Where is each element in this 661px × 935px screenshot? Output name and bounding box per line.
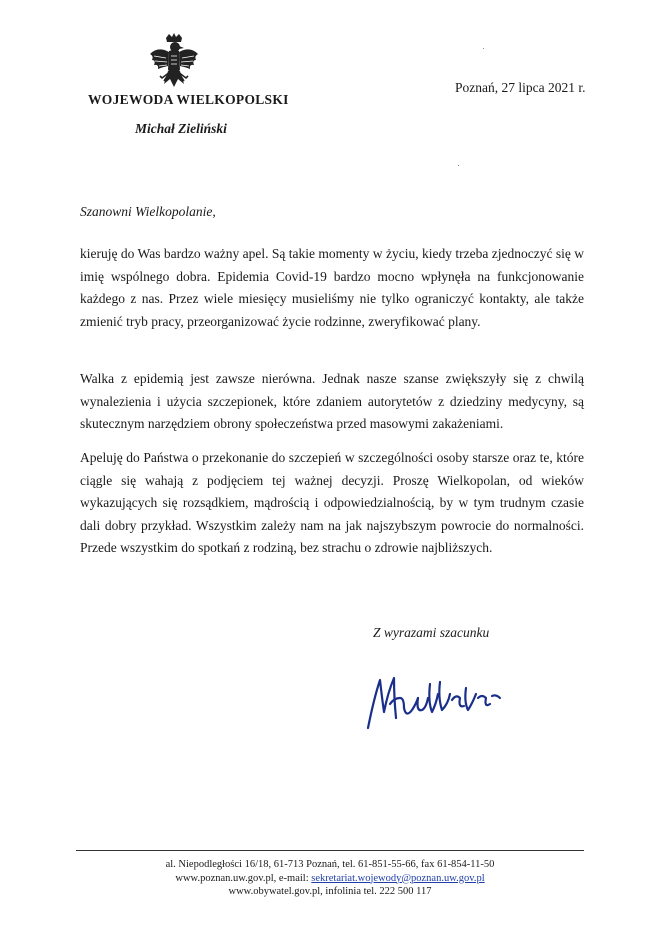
letter-paragraph-1: kieruję do Was bardzo ważny apel. Są takie momenty w życiu, kiedy trzeba zjednoczyć się w imię wspólnego dobra. Epidemia Covid-19 bardzo mocno wpłynęła na funkcjonowanie każdego z nas. Przez wiele miesięcy musieliśmy nie tylko ograniczyć kontakty, ale także zmienić tryb pracy, przeorganizować życie rodzinne, zweryfikować plany. <box>80 246 584 329</box>
place-date: Poznań, 27 lipca 2021 r. <box>455 80 586 95</box>
footer-web-line <box>90 872 570 886</box>
footer-contact <box>90 858 570 899</box>
scan-speck <box>483 48 484 49</box>
closing-phrase: Z wyrazami szacunku <box>373 625 490 640</box>
scan-speck <box>458 165 459 166</box>
letter-paragraph-3: Apeluję do Państwa o przekonanie do szczepień w szczególności osoby starsze oraz te, które ciągle się wahają z podjęciem tej ważnej decyzji. Proszę Wielkopolan, od wieków wykazujących się rozsądkiem, mądrością i odpowiedzialnością, by w tym trudnym czasie dali dobry przykład. Wszystkim zależy nam na jak najszybszym powrocie do normalności. Przede wszystkim do spotkań z rodziną, bez strachu o zdrowie najbliższych. <box>80 450 584 556</box>
email-link[interactable]: sekretariat.wojewody@poznan.uw.gov.pl <box>311 872 485 884</box>
footer-web-prefix: www.poznan.uw.gov.pl, e-mail: <box>175 872 312 884</box>
office-title: WOJEWODA WIELKOPOLSKI <box>88 92 289 107</box>
footer-address: al. Niepodległości 16/18, 61-713 Poznań, tel. 61-851-55-66, fax 61-854-11-50 <box>165 859 495 870</box>
letter-paragraph-2: Walka z epidemią jest zawsze nierówna. Jednak nasze szanse zwiększyły się z chwilą wynalezienia i użycia szczepionek, które zdaniem autorytetów z dziedziny medycyny, są skutecznym narzędziem obrony społeczeństwa przed masowymi zakażeniami. <box>80 371 584 432</box>
official-name: Michał Zieliński <box>135 121 227 136</box>
white-eagle-emblem-icon <box>146 32 202 96</box>
salutation: Szanowni Wielkopolanie, <box>80 204 216 219</box>
footer-helpline: www.obywatel.gov.pl, infolinia tel. 222 500 117 <box>228 886 432 897</box>
handwritten-signature-icon <box>360 668 520 734</box>
footer-divider <box>76 850 584 851</box>
